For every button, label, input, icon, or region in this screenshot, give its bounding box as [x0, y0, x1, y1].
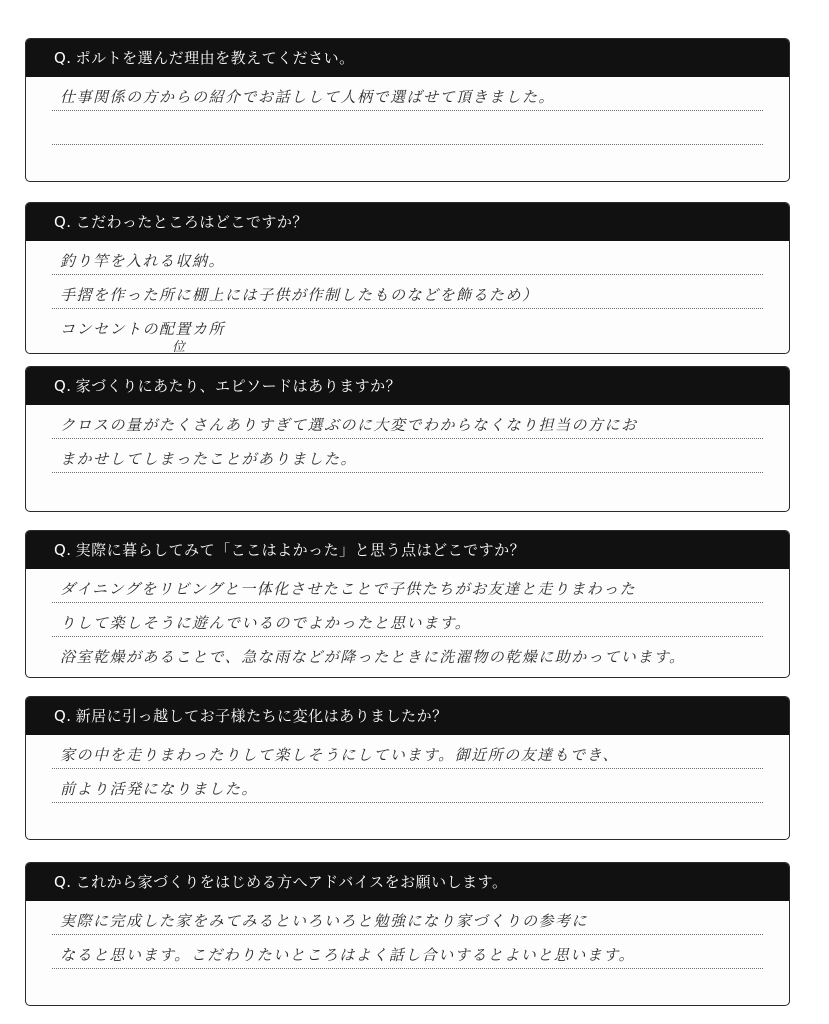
handwritten-correction: 位: [172, 340, 186, 354]
question-text: ポルトを選んだ理由を教えてください。: [75, 49, 355, 67]
question-card-5: [25, 696, 790, 840]
question-header: [26, 367, 789, 405]
question-header: [26, 531, 789, 569]
question-header: [26, 39, 789, 77]
question-card-1: [25, 38, 790, 182]
answer-area: [26, 241, 789, 342]
question-header: [26, 697, 789, 735]
answer-line: 実際に完成した家をみてみるといろいろと勉強になり家づくりの参考に: [52, 901, 763, 935]
question-text: これから家づくりをはじめる方へアドバイスをお願いします。: [75, 873, 508, 891]
question-prefix: Q.: [54, 49, 72, 67]
answer-area: [26, 405, 789, 473]
question-card-4: [25, 530, 790, 678]
question-header: [26, 863, 789, 901]
answer-line: [52, 111, 763, 145]
question-prefix: Q.: [54, 377, 72, 395]
answer-line: コンセントの配置カ所: [60, 320, 226, 338]
question-text: こだわったところはどこですか？: [75, 213, 308, 231]
question-prefix: Q.: [54, 707, 72, 725]
answer-line: 釣り竿を入れる収納。: [52, 241, 763, 275]
answer-line: 家の中を走りまわったりして楽しそうにしています。御近所の友達もでき、: [52, 735, 763, 769]
question-text: 家づくりにあたり、エピソードはありますか？: [75, 377, 402, 395]
question-prefix: Q.: [54, 213, 72, 231]
answer-line: 前より活発になりました。: [52, 769, 763, 803]
question-text: 新居に引っ越してお子様たちに変化はありましたか？: [75, 707, 448, 725]
answer-line: まかせしてしまったことがありました。: [52, 439, 763, 473]
answer-area: [26, 735, 789, 803]
question-prefix: Q.: [54, 541, 72, 559]
question-card-3: [25, 366, 790, 512]
question-card-6: [25, 862, 790, 1006]
answer-area: [26, 901, 789, 969]
answer-line: ダイニングをリビングと一体化させたことで子供たちがお友達と走りまわった: [52, 569, 763, 603]
question-card-2: [25, 202, 790, 354]
question-header: [26, 203, 789, 241]
question-text: 実際に暮らしてみて「ここはよかった」と思う点はどこですか？: [75, 541, 526, 559]
answer-line: クロスの量がたくさんありすぎて選ぶのに大変でわからなくなり担当の方にお: [52, 405, 763, 439]
question-prefix: Q.: [54, 873, 72, 891]
answer-area: [26, 77, 789, 145]
answer-line: 浴室乾燥があることで、急な雨などが降ったときに洗濯物の乾燥に助かっています。: [60, 648, 686, 666]
answer-line: 仕事関係の方からの紹介でお話しして人柄で選ばせて頂きました。: [52, 77, 763, 111]
answer-line: 手摺を作った所に棚上には子供が作制したものなどを飾るため）: [52, 275, 763, 309]
answer-line: りして楽しそうに遊んでいるのでよかったと思います。: [52, 603, 763, 637]
answer-line: なると思います。こだわりたいところはよく話し合いするとよいと思います。: [52, 935, 763, 969]
answer-area: [26, 569, 789, 670]
